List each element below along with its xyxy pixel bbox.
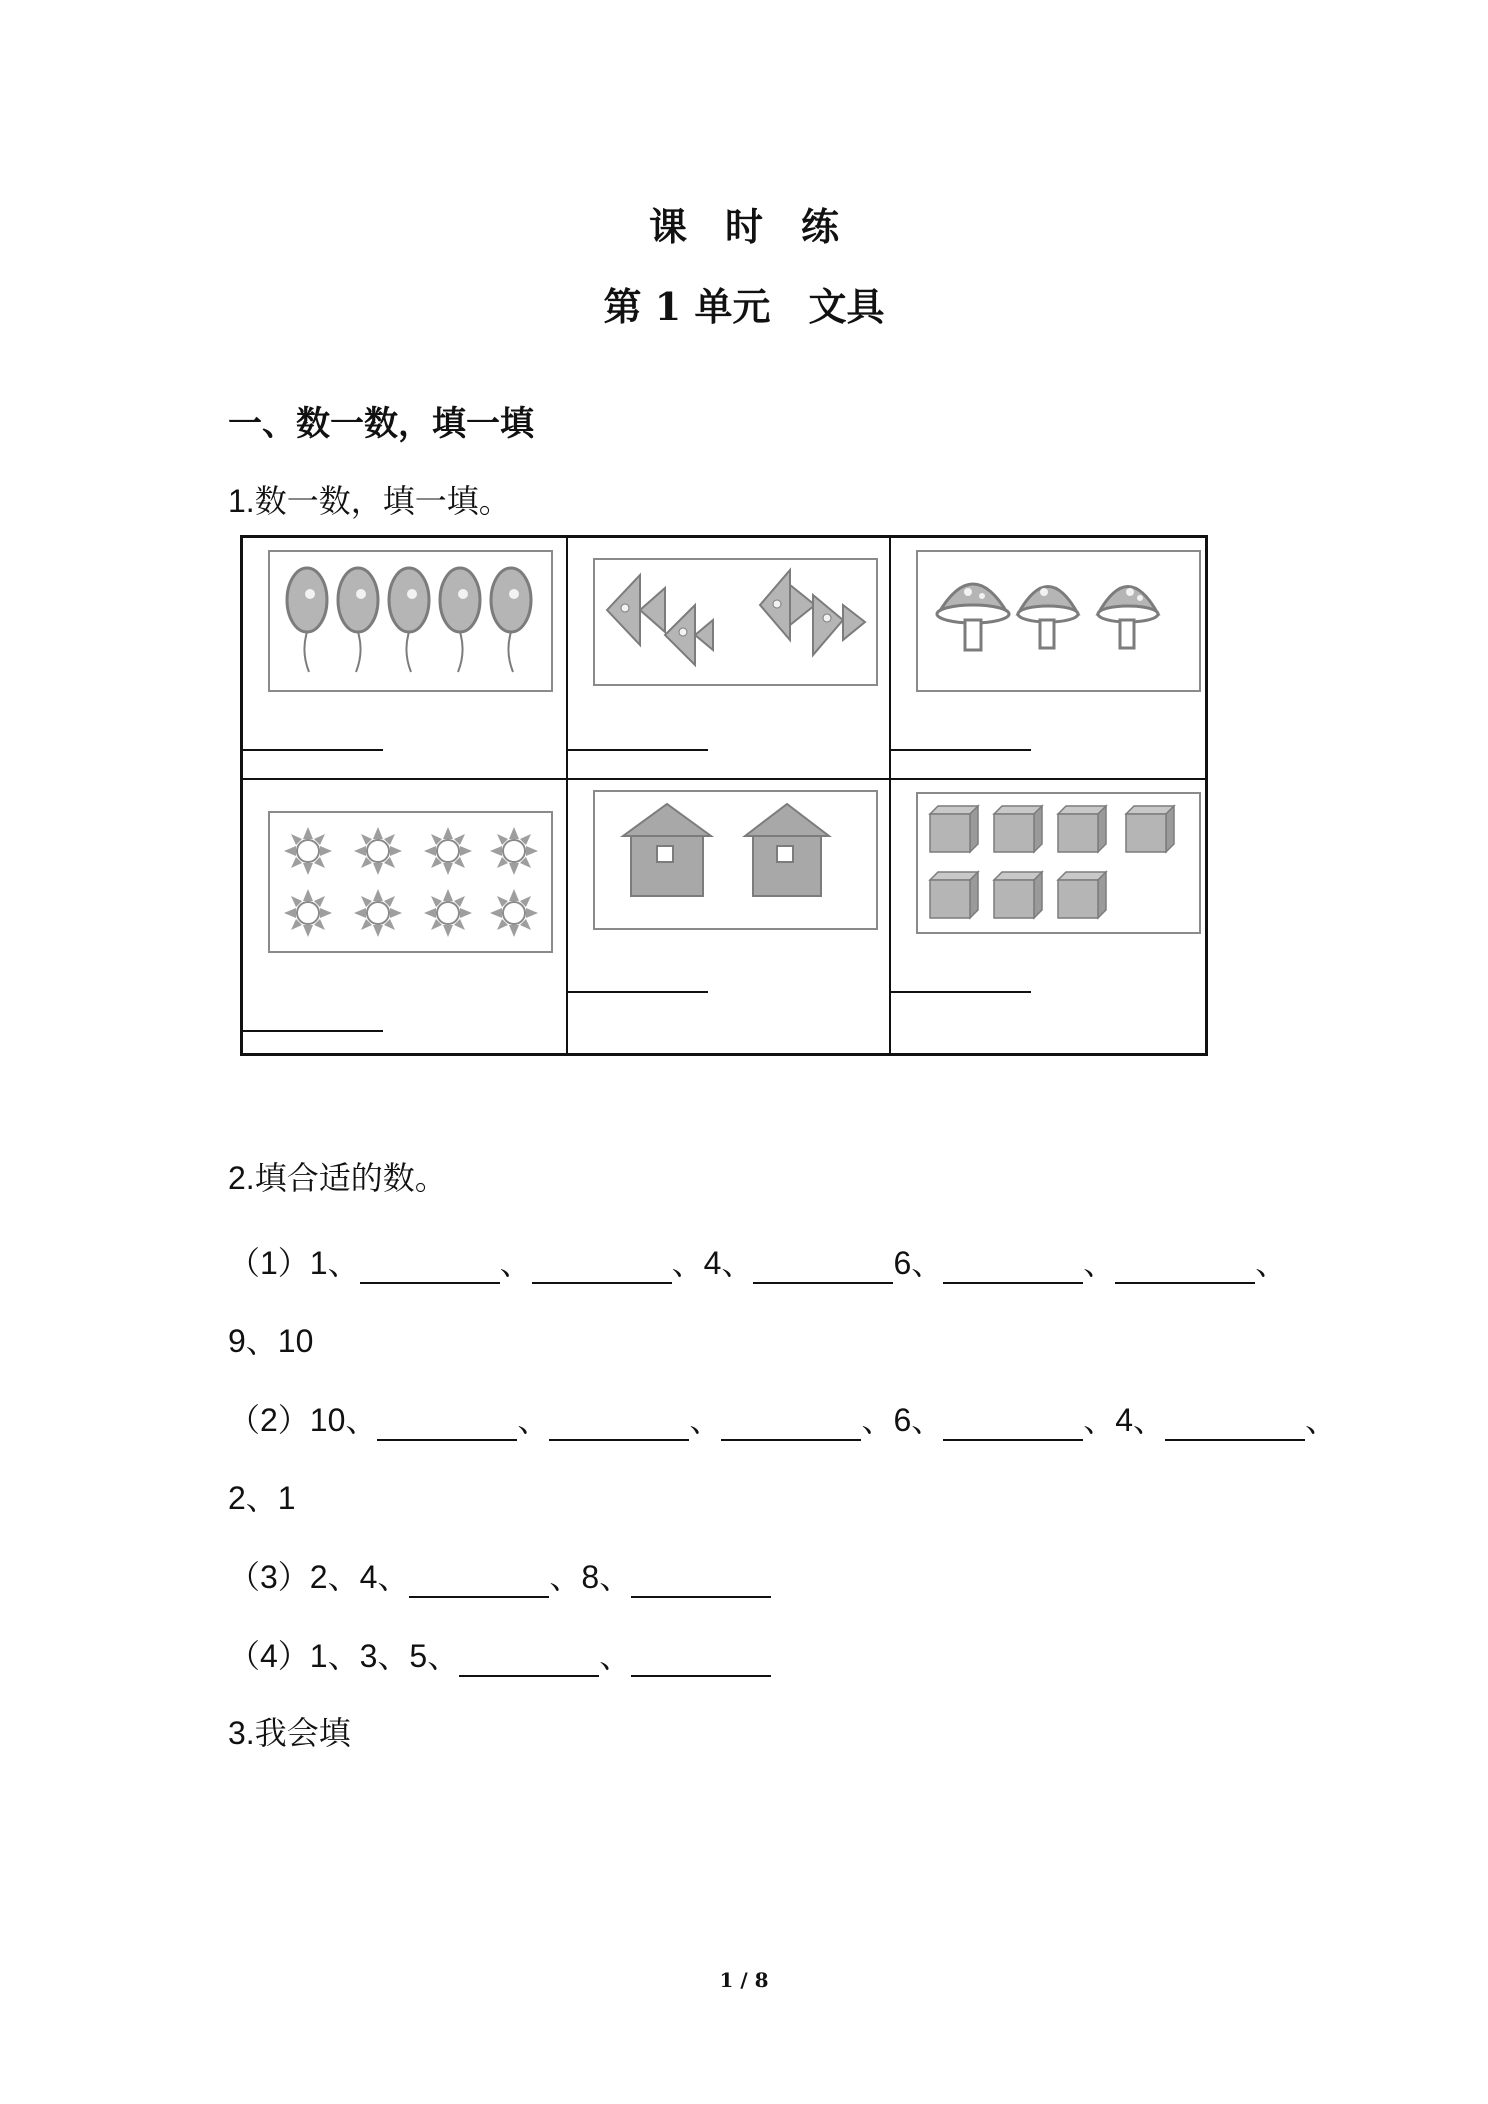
q2-text: 、 [1083, 1245, 1116, 1281]
grid-cell-houses [567, 779, 890, 1054]
grid-cell-mushrooms [890, 537, 1206, 779]
q2-text: 、 [517, 1402, 550, 1438]
q2-text: 、4、 [1083, 1402, 1166, 1438]
q2-text: （3）2、4、 [228, 1559, 410, 1595]
q2-text: 、 [1305, 1402, 1338, 1438]
q2-text: （4）1、3、5、 [228, 1638, 460, 1674]
q2-row-3 [228, 1552, 771, 1598]
answer-blank[interactable] [721, 1407, 861, 1441]
mushroom-icon-group [918, 552, 1199, 690]
q2-row-2-cont: 2、1 [228, 1480, 296, 1516]
unit-title: 第 1 单元 文具 [603, 284, 885, 329]
grid-cell-fish [567, 537, 890, 779]
answer-blank[interactable] [891, 991, 1031, 993]
answer-blank[interactable] [943, 1250, 1083, 1284]
q2-text: 、 [599, 1638, 632, 1674]
balloons-picture [268, 550, 553, 692]
houses-picture [593, 790, 878, 930]
page-number: 1 / 8 [719, 1968, 769, 1992]
answer-blank[interactable] [891, 749, 1031, 751]
question-1-label: 1.数一数，填一填。 [228, 483, 511, 519]
q2-text: （1）1、 [228, 1245, 360, 1281]
answer-blank[interactable] [549, 1407, 689, 1441]
answer-blank[interactable] [943, 1407, 1083, 1441]
answer-blank[interactable] [243, 749, 383, 751]
answer-blank[interactable] [1165, 1407, 1305, 1441]
q2-row-4 [228, 1631, 771, 1677]
house-icon-group [595, 792, 876, 928]
counting-grid [240, 535, 1208, 1056]
answer-blank[interactable] [377, 1407, 517, 1441]
answer-blank[interactable] [568, 749, 708, 751]
suns-picture [268, 811, 553, 953]
q2-row-2 [228, 1395, 1337, 1441]
answer-blank[interactable] [360, 1250, 500, 1284]
page-title: 课 时 练 [648, 204, 839, 249]
q2-text: 、 [1255, 1245, 1288, 1281]
cube-icon-group [918, 794, 1199, 932]
balloon-icon-group [270, 552, 551, 690]
q2-text: 6、 [893, 1245, 944, 1281]
answer-blank[interactable] [753, 1250, 893, 1284]
q2-row-1-cont: 9、10 [228, 1323, 314, 1359]
question-2-label: 2.填合适的数。 [228, 1160, 447, 1196]
answer-blank[interactable] [568, 991, 708, 993]
q2-text: 、 [499, 1245, 532, 1281]
answer-blank[interactable] [409, 1564, 549, 1598]
q2-text: 、 [689, 1402, 722, 1438]
answer-blank[interactable] [631, 1643, 771, 1677]
answer-blank[interactable] [532, 1250, 672, 1284]
grid-cell-cubes [890, 779, 1206, 1054]
q2-row-1 [228, 1238, 1287, 1284]
q2-text: 、8、 [549, 1559, 632, 1595]
section-heading: 一、数一数，填一填 [228, 404, 534, 444]
answer-blank[interactable] [631, 1564, 771, 1598]
sun-icon-group [270, 813, 551, 951]
fish-icon-group [595, 560, 876, 684]
q2-text: 、4、 [671, 1245, 754, 1281]
answer-blank[interactable] [459, 1643, 599, 1677]
q2-text: 、6、 [861, 1402, 944, 1438]
grid-cell-balloons [242, 537, 567, 779]
q2-text: （2）10、 [228, 1402, 378, 1438]
answer-blank[interactable] [1115, 1250, 1255, 1284]
cubes-picture [916, 792, 1201, 934]
grid-cell-suns [242, 779, 567, 1054]
mushrooms-picture [916, 550, 1201, 692]
question-3-label: 3.我会填 [228, 1715, 351, 1751]
answer-blank[interactable] [243, 1030, 383, 1032]
fish-picture [593, 558, 878, 686]
